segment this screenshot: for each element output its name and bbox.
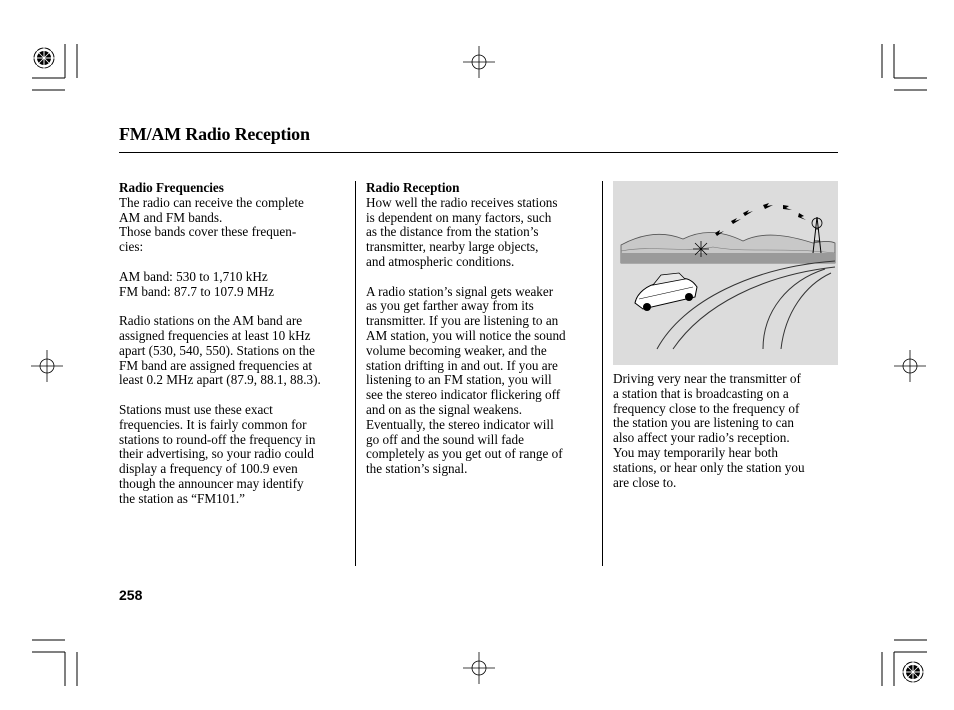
section-heading: Radio Frequencies [119,180,224,195]
paragraph: How well the radio receives stations is dependent on many factors, such as the distance from the station’s transmitter, nearby large objects, and atmospheric conditions. [366,194,558,269]
registration-target-icon [32,46,56,70]
section-heading: Radio Reception [366,180,460,195]
column-radio-frequencies [119,181,351,507]
paragraph: The radio can receive the complete AM and FM bands. Those bands cover these frequen- cies: [119,194,304,255]
column-radio-reception [366,181,598,477]
page-title: FM/AM Radio Reception [119,124,310,144]
car-icon [635,273,697,311]
column-divider [602,181,603,566]
crosshair-icon [31,350,63,382]
column-divider [355,181,356,566]
band-list: AM band: 530 to 1,710 kHz FM band: 87.7 to 107.9 MHz [119,268,274,299]
registration-target-icon [901,660,925,684]
paragraph: Radio stations on the AM band are assigned frequencies at least 10 kHz apart (530, 540, 550). Stations on the FM band are assigned frequencies at least 0.2 MHz apart (87.9, 88.1, 88.3). [119,313,321,388]
crosshair-icon [894,350,926,382]
page-number: 258 [119,587,143,603]
paragraph: Driving very near the transmitter of a station that is broadcasting on a frequency close to the frequency of the station you are listening to can also affect your radio’s reception. You may temporarily hear both stations, or hear only the station you are close to. [613,371,805,490]
paragraph: A radio station’s signal gets weaker as you get farther away from its transmitter. If you are listening to an AM station, you will notice the sound volume becoming weaker, and the station drifting in and out. If you are listening to an FM station, you will see the stereo indicator flickering off and on as the signal weakens. Eventually, the stereo indicator will go off and the sound will fade completely as you get out of range of the station’s signal. [366,283,566,477]
radio-reception-illustration [613,181,838,365]
crosshair-icon [463,652,495,684]
title-divider [119,152,838,153]
interference-burst-icon [693,241,709,257]
crosshair-icon [463,46,495,78]
radio-wave-icon [715,203,806,236]
column-transmitter-interference [613,372,841,490]
paragraph: Stations must use these exact frequencies. It is fairly common for stations to round-off the frequency in their advertising, so your radio could display a frequency of 100.9 even though the announcer may identify the station as “FM101.” [119,401,316,506]
